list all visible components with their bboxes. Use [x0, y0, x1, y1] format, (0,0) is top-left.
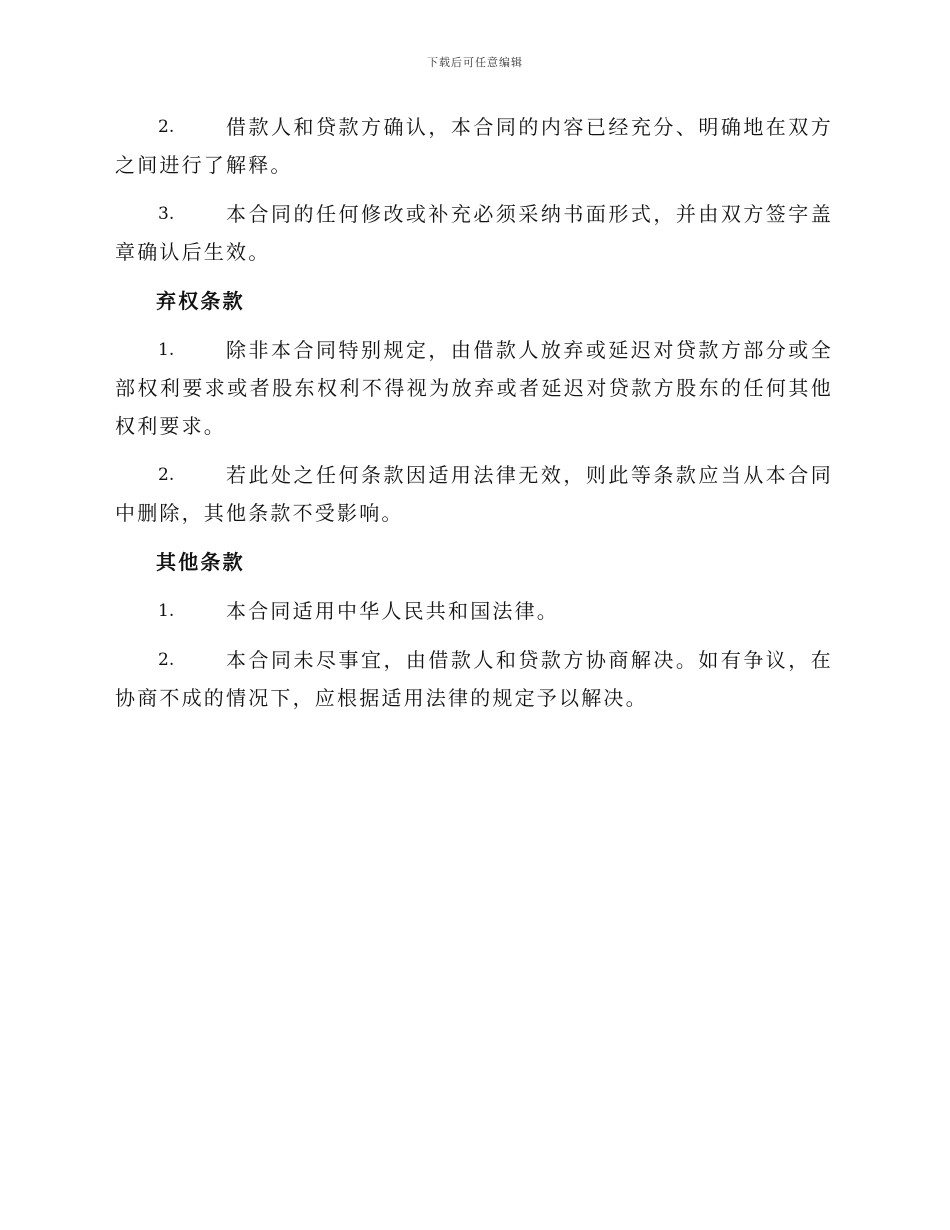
page-header: 下载后可任意编辑	[427, 56, 523, 69]
clause-number: 2.	[158, 650, 175, 670]
clause-text: 本合同未尽事宜，由借款人和贷款方协商解决。如有争议，在协商不成的情况下，应根据适用法律的规定予以解决。	[115, 648, 833, 710]
clause-item	[115, 456, 833, 532]
clause-item	[115, 592, 833, 630]
clause-item	[115, 641, 833, 717]
clause-text: 本合同的任何修改或补充必须采纳书面形式，并由双方签字盖章确认后生效。	[115, 202, 833, 264]
clause-text: 本合同适用中华人民共和国法律。	[226, 599, 559, 623]
clause-text: 借款人和贷款方确认，本合同的内容已经充分、明确地在双方之间进行了解释。	[115, 115, 833, 177]
clause-item	[115, 195, 833, 271]
clause-number: 3.	[158, 204, 175, 224]
clause-item	[115, 331, 833, 445]
section-heading-waiver: 弃权条款	[156, 289, 245, 313]
clause-number: 2.	[158, 117, 175, 137]
clause-text: 除非本合同特别规定，由借款人放弃或延迟对贷款方部分或全部权利要求或者股东权利不得视为放弃或者延迟对贷款方股东的任何其他权利要求。	[115, 338, 833, 438]
clause-number: 1.	[158, 340, 175, 360]
clause-item	[115, 108, 833, 184]
document-body	[115, 108, 833, 728]
section-heading-other: 其他条款	[156, 550, 245, 574]
clause-number: 1.	[158, 601, 175, 621]
clause-number: 2.	[158, 465, 175, 485]
clause-text: 若此处之任何条款因适用法律无效，则此等条款应当从本合同中删除，其他条款不受影响。	[115, 463, 833, 525]
